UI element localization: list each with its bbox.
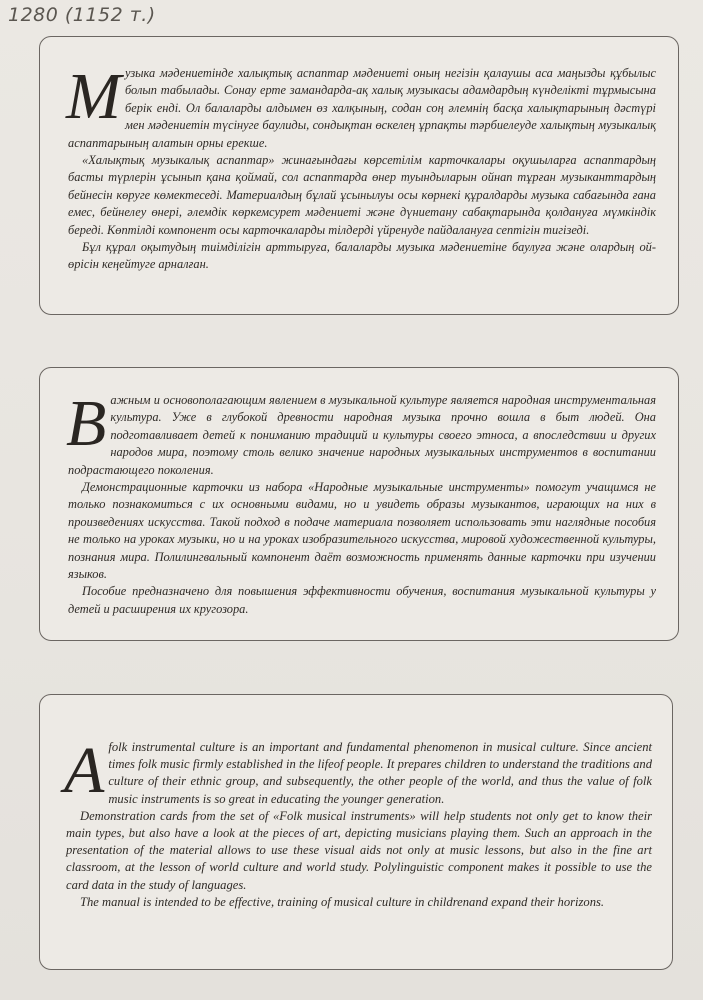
kazakh-text bbox=[66, 60, 656, 274]
kazakh-paragraph-3: Бұл құрал оқытудың тиімділігін арттыруға, балаларды музыка мәдениетіне баулуға және олардың ой-өрісін кеңейтуге арналған. bbox=[68, 240, 656, 272]
russian-paragraph-2: Демонстрационные карточки из набора «Народные музыкальные инструменты» помогут учащимся не только познакомиться с их основными видами, но и увидеть образы музыкантов, играющих на них в произведениях искусства. Такой подход в подаче материала позволяет использовать эти наглядные пособия не только на уроках музыки, но и на уроках изобразительного искусства, мировой художественной культуры, познания мира. Полилингвальный компонент даёт возможность применять данные карточки при изучении языков. bbox=[68, 480, 656, 582]
kazakh-paragraph-1: узыка мәдениетінде халықтық аспаптар мәдениеті оның негізін қалаушы аса маңызды құбылыс болып табылады. Сонау ерте замандарда-ақ халық музыкасы адамдардың күнделікті тұрмысына берік енді. Ол балаларды алдымен өз халқының, содан соң әлемнің басқа халықтарының дәстүрі мен мәдениетін түсінуге баулиды, сондықтан өскелең ұрпақты тәрбиелеуде халықтың музыкалық аспаптарының алатын орны ерекше. bbox=[68, 66, 656, 150]
kazakh-dropcap: М bbox=[66, 60, 121, 133]
english-paragraph-3: The manual is intended to be effective, training of musical culture in childrenand expand their horizons. bbox=[80, 894, 605, 909]
kazakh-paragraph-2: «Халықтық музыкалық аспаптар» жинағындағы көрсетілім карточкалары оқушыларға аспаптардың басты түрлерін ұсынып қана қоймай, сол аспаптарда өнер туындыларын ойнап тұрған музыканттардың бейнесін көруге көмектеседі. Материалдың бұлай ұсынылуы осы көрнекі құралдарды музыка сабағында ғана емес, бейнелеу өнері, әлемдік көркемсурет мәдениеті және дүниетану сабақтарында қолдануға мүмкіндік береді. Көптілді компонент осы карточкаларды тілдерді үйренуде пайдалануға септігін тигізеді. bbox=[68, 153, 656, 237]
russian-paragraph-1: ажным и основополагающим явлением в музыкальной культуре является народная инструментальная культура. Уже в глубокой древности народная музыка прочно вошла в быт людей. Она подготавливает детей к пониманию традиций и культуры своего этноса, а впоследствии и других народов мира, поэтому столь велико значение народных музыкальных инструментов в воспитании подрастающего поколения. bbox=[68, 393, 656, 477]
english-text bbox=[64, 734, 652, 911]
kazakh-text-panel bbox=[39, 36, 679, 315]
english-dropcap: A bbox=[64, 734, 105, 807]
english-text-panel bbox=[39, 694, 673, 970]
russian-dropcap: В bbox=[66, 387, 107, 460]
russian-text-panel bbox=[39, 367, 679, 641]
handwritten-note: 1280 (1152 т.) bbox=[8, 4, 156, 26]
english-paragraph-1: folk instrumental culture is an important and fundamental phenomenon in musical culture. Since ancient times folk music firmly established in the lifeof people. It prepares children to understand the traditions and culture of their ethnic group, and subsequently, the other people of the world, and thus the value of folk music instruments is so great in educating the younger generation. bbox=[108, 740, 652, 806]
russian-text bbox=[66, 387, 656, 618]
russian-paragraph-3: Пособие предназначено для повышения эффективности обучения, воспитания музыкальной культуры у детей и расширения их кругозора. bbox=[68, 584, 656, 616]
english-paragraph-2: Demonstration cards from the set of «Folk musical instruments» will help students not only get to know their main types, but also have a look at the pieces of art, depicting musicians playing them. Such an approach in the presentation of the material allows to use these visual aids not only at music lessons, but also in the fine art classroom, at the lesson of world culture and world study. Polylinguistic component makes it possible to use the card data in the study of languages. bbox=[66, 808, 652, 892]
